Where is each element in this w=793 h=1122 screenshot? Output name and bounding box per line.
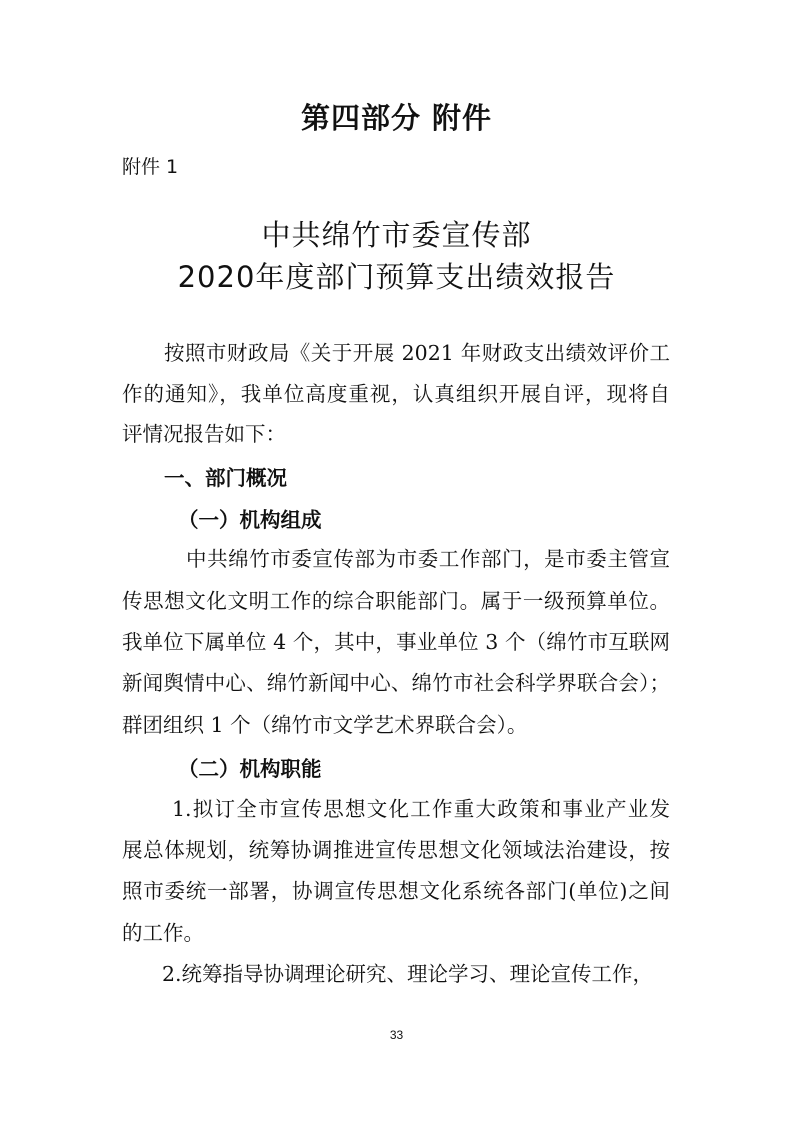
part-title: 第四部分 附件 — [300, 101, 493, 135]
subsection-heading: （二）机构职能 — [178, 757, 322, 781]
paragraph-line: 照市委统一部署，协调宣传思想文化系统各部门(单位)之间 — [122, 879, 670, 903]
paragraph-line: 的工作。 — [122, 921, 204, 945]
paragraph-line: 我单位下属单位 4 个，其中，事业单位 3 个（绵竹市互联网 — [122, 630, 670, 654]
intro-line: 评情况报告如下： — [122, 422, 286, 446]
paragraph-line: 展总体规划，统筹协调推进宣传思想文化领域法治建设，按 — [122, 838, 670, 862]
paragraph-line: 2.统筹指导协调理论研究、理论学习、理论宣传工作， — [162, 962, 654, 986]
paragraph-line: 传思想文化文明工作的综合职能部门。属于一级预算单位。 — [122, 589, 670, 613]
paragraph-line: 群团组织 1 个（绵竹市文学艺术界联合会）。 — [122, 713, 528, 737]
paragraph-line: 新闻舆情中心、绵竹新闻中心、绵竹市社会科学界联合会）； — [122, 671, 670, 695]
paragraph-line: 中共绵竹市委宣传部为市委工作部门，是市委主管宣 — [186, 547, 670, 571]
section-heading: 一、部门概况 — [164, 466, 287, 490]
page-number: 33 — [389, 1028, 404, 1042]
paragraph-line: 1.拟订全市宣传思想文化工作重大政策和事业产业发 — [172, 797, 670, 821]
intro-line: 作的通知》，我单位高度重视，认真组织开展自评，现将自 — [122, 382, 670, 406]
report-title-line2: 2020年度部门预算支出绩效报告 — [177, 260, 616, 294]
report-title-line1: 中共绵竹市委宣传部 — [261, 218, 532, 252]
intro-line: 按照市财政局《关于开展 2021 年财政支出绩效评价工 — [164, 341, 670, 365]
subsection-heading: （一）机构组成 — [178, 508, 322, 532]
annex-label: 附件 1 — [122, 156, 179, 178]
